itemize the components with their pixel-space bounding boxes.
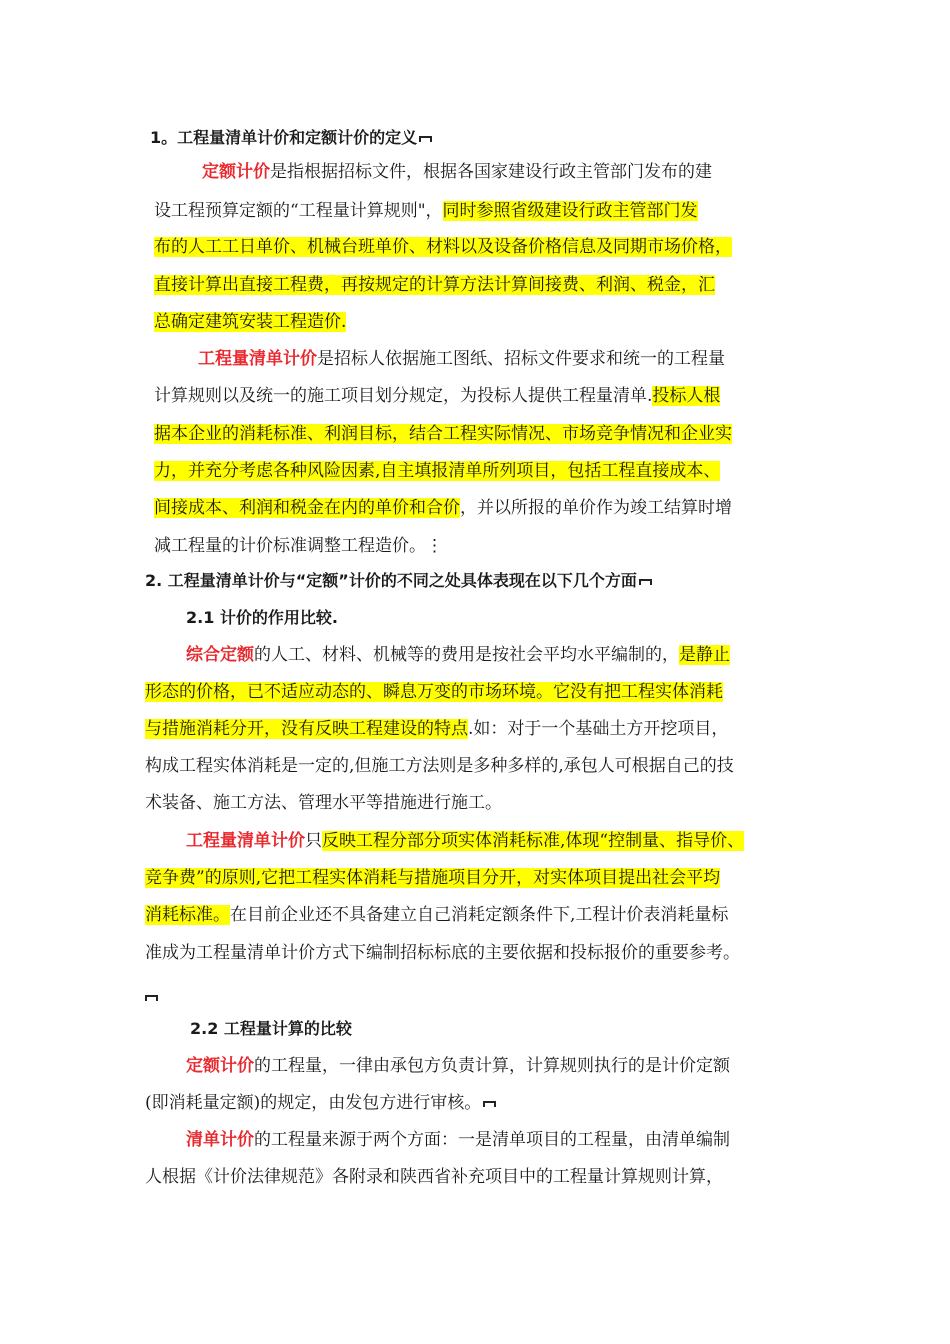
section-heading-2 bbox=[145, 568, 652, 594]
para1-line2 bbox=[154, 198, 698, 224]
subsection-heading-2-1-text: 2.1 计价的作用比较. bbox=[186, 608, 338, 627]
para3-line5-text: 术装备、施工方法、管理水平等措施进行施工。 bbox=[145, 793, 502, 813]
para4-line4-text: 准成为工程量清单计价方式下编制招标标底的主要依据和投标报价的重要参考。 bbox=[145, 943, 740, 963]
paragraph-mark-icon bbox=[145, 995, 158, 1001]
para1-line4-highlight: 直接计算出直接工程费，再按规定的计算方法计算间接费、利润、税金，汇 bbox=[154, 275, 715, 295]
para6-line2 bbox=[145, 1164, 723, 1190]
paragraph-mark-icon bbox=[639, 579, 652, 585]
para2-line2-text: 计算规则以及统一的施工项目划分规定，为投标人提供工程量清单. bbox=[154, 386, 653, 406]
para2-line1-text: 是招标人依据施工图纸、招标文件要求和统一的工程量 bbox=[317, 349, 725, 369]
term-zonghe-dinge: 综合定额 bbox=[186, 645, 254, 665]
para2-line1 bbox=[198, 346, 725, 372]
para2-line3 bbox=[154, 421, 732, 447]
para1-line1 bbox=[202, 159, 712, 185]
term-qingdan-jijia-2: 工程量清单计价 bbox=[186, 831, 305, 851]
para4-line3 bbox=[145, 902, 728, 928]
para3-line2-highlight: 形态的价格，已不适应动态的、瞬息万变的市场环境。它没有把工程实体消耗 bbox=[145, 682, 723, 702]
para5-line1 bbox=[186, 1053, 730, 1079]
para4-line2-highlight: 竞争费”的原则,它把工程实体消耗与措施项目分开，对实体项目提出社会平均 bbox=[145, 868, 721, 888]
para1-line2-text: 设工程预算定额的“工程量计算规则"， bbox=[154, 201, 443, 221]
para5-line2 bbox=[145, 1090, 496, 1116]
para3-line3-text: .如：对于一个基础土方开挖项目， bbox=[468, 719, 729, 739]
para1-line2-highlight: 同时参照省级建设行政主管部门发 bbox=[442, 201, 698, 221]
para3-line1-text: 的人工、材料、机械等的费用是按社会平均水平编制的， bbox=[254, 645, 679, 665]
para3-line1-highlight: 是静止 bbox=[679, 645, 730, 665]
para1-line4 bbox=[154, 272, 715, 298]
subsection-heading-2-2 bbox=[190, 1016, 352, 1042]
term-dinge-jijia-2: 定额计价 bbox=[186, 1056, 254, 1076]
para2-line3-highlight: 据本企业的消耗标准、利润目标，结合工程实际情况、市场竞争情况和企业实 bbox=[154, 424, 732, 444]
subsection-heading-2-2-text: 2.2 工程量计算的比较 bbox=[190, 1019, 352, 1038]
para4-line3-text: 在目前企业还不具备建立自己消耗定额条件下,工程计价表消耗量标 bbox=[230, 905, 729, 925]
para3-line4-text: 构成工程实体消耗是一定的,但施工方法则是多种多样的,承包人可根据自己的技 bbox=[145, 756, 734, 776]
para6-line1 bbox=[186, 1127, 730, 1153]
para3-line3 bbox=[145, 716, 728, 742]
para4-line4 bbox=[145, 940, 740, 966]
term-qingdan-jijia: 工程量清单计价 bbox=[198, 349, 317, 369]
section-heading-2-text: 2. 工程量清单计价与“定额”计价的不同之处具体表现在以下几个方面 bbox=[145, 571, 637, 590]
para4-line1 bbox=[186, 828, 744, 854]
term-qingdan-jijia-3: 清单计价 bbox=[186, 1130, 254, 1150]
para1-line3-highlight: 布的人工工日单价、机械台班单价、材料以及设备价格信息及同期市场价格， bbox=[154, 237, 732, 257]
para4-line1-text: 只 bbox=[305, 831, 322, 851]
para2-line5-text: ，并以所报的单价作为竣工结算时增 bbox=[460, 498, 732, 518]
para3-line5 bbox=[145, 790, 502, 816]
para2-line4 bbox=[154, 458, 720, 484]
section-heading-1 bbox=[150, 125, 432, 151]
para2-line5-highlight: 间接成本、利润和税金在内的单价和合价 bbox=[154, 498, 460, 518]
para4-line2 bbox=[145, 865, 720, 891]
term-dinge-jijia: 定额计价 bbox=[202, 162, 270, 182]
para2-line6 bbox=[154, 533, 443, 559]
para2-line2-highlight: 投标人根 bbox=[652, 386, 721, 406]
para4-line3-highlight: 消耗标准。 bbox=[145, 905, 230, 925]
para2-line5 bbox=[154, 495, 732, 521]
para5-line2-text: (即消耗量定额)的规定，由发包方进行审核。 bbox=[145, 1093, 482, 1113]
para3-line2 bbox=[145, 679, 723, 705]
para2-line6-text: 减工程量的计价标准调整工程造价。⋮ bbox=[154, 536, 443, 556]
para3-line3-highlight: 与措施消耗分开，没有反映工程建设的特点 bbox=[145, 719, 468, 739]
para3-line4 bbox=[145, 753, 734, 779]
para5-line1-text: 的工程量，一律由承包方负责计算，计算规则执行的是计价定额 bbox=[254, 1056, 730, 1076]
subsection-heading-2-1 bbox=[186, 605, 338, 631]
para6-line2-text: 人根据《计价法律规范》各附录和陕西省补充项目中的工程量计算规则计算， bbox=[145, 1167, 723, 1187]
para1-line5-highlight: 总确定建筑安装工程造价. bbox=[154, 312, 347, 332]
paragraph-mark-icon bbox=[419, 136, 432, 142]
para4-line1-highlight: 反映工程分部分项实体消耗标准,体现“控制量、指导价、 bbox=[322, 831, 745, 851]
paragraph-mark-icon bbox=[483, 1101, 496, 1107]
para1-line5 bbox=[154, 309, 346, 335]
para3-line1 bbox=[186, 642, 730, 668]
para2-line4-highlight: 力，并充分考虑各种风险因素,自主填报清单所列项目，包括工程直接成本、 bbox=[154, 461, 721, 481]
para2-line2 bbox=[154, 383, 720, 409]
para1-line1-text: 是指根据招标文件，根据各国家建设行政主管部门发布的建 bbox=[270, 162, 712, 182]
para6-line1-text: 的工程量来源于两个方面：一是清单项目的工程量，由清单编制 bbox=[254, 1130, 730, 1150]
para1-line3 bbox=[154, 234, 732, 260]
section-heading-1-text: 1。工程量清单计价和定额计价的定义 bbox=[150, 128, 418, 147]
